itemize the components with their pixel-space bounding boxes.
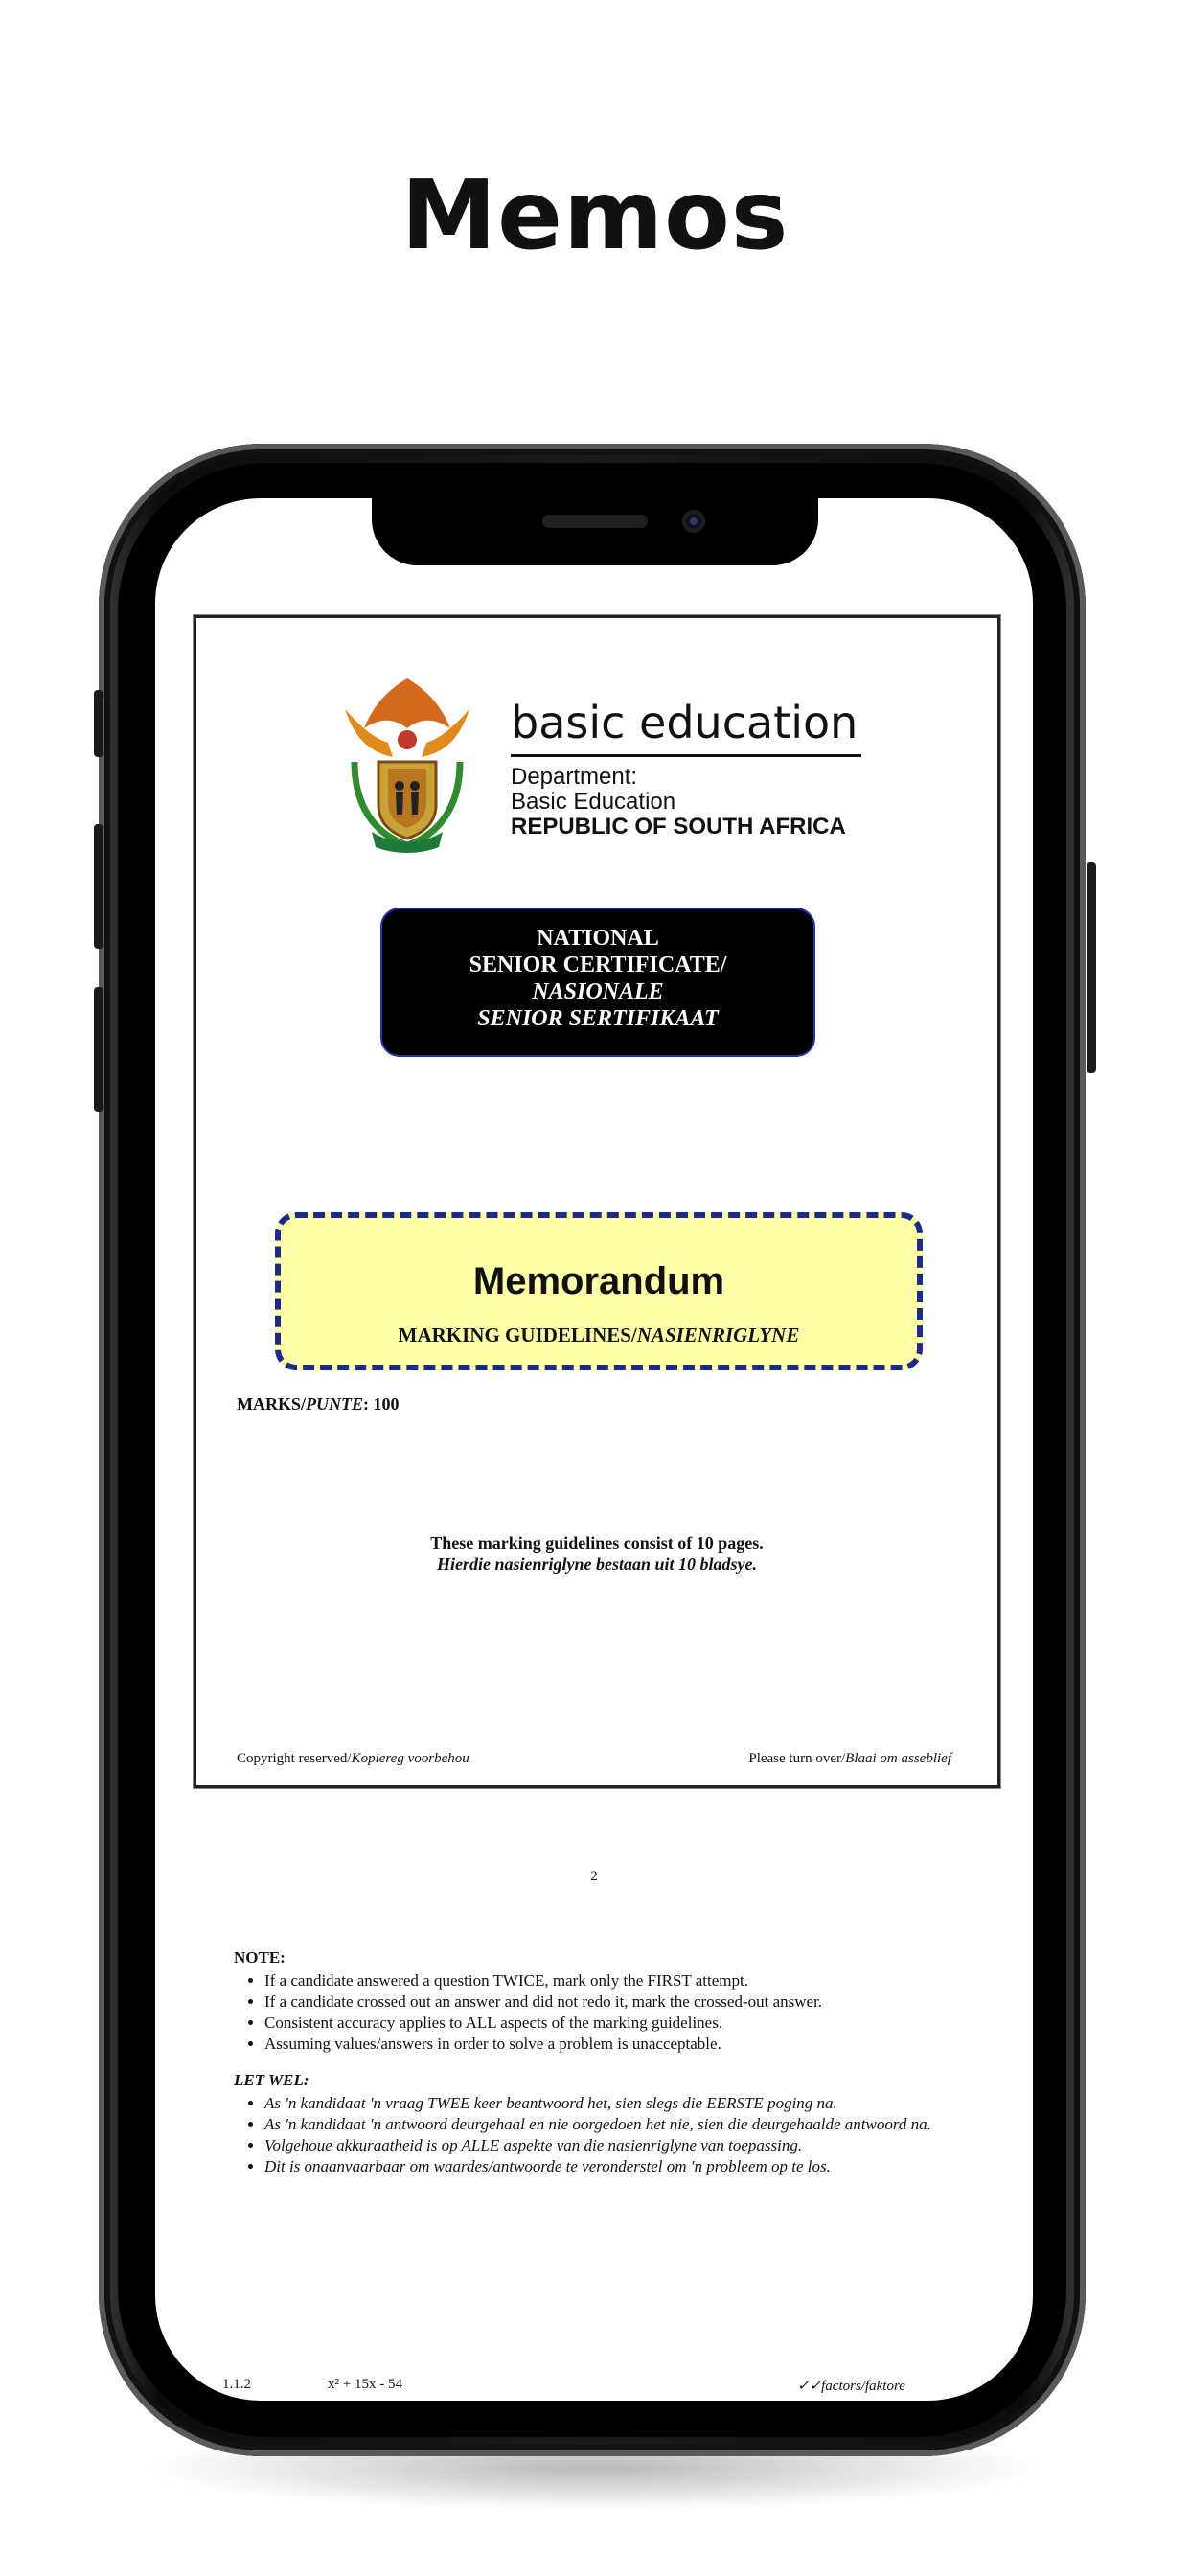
logo-title: basic education — [511, 697, 858, 748]
note-heading: NOTE: — [234, 1948, 286, 1966]
list-item: • Volgehoue akkuraatheid is op ALLE aspekte van die nasienriglyne van toepassing. — [264, 2135, 962, 2156]
letwel-heading: LET WEL: — [234, 2071, 309, 2089]
row-marks: ✓✓factors/faktore — [797, 2379, 905, 2394]
memorandum-box — [275, 1212, 923, 1370]
row-expression: x² + 15x - 54 — [328, 2377, 402, 2392]
notes-af-list — [234, 2093, 962, 2177]
page-number: 2 — [590, 1869, 598, 1884]
memorandum-subtitle-af: NASIENRIGLYNE — [636, 1323, 800, 1346]
mute-switch — [94, 690, 103, 757]
turn-over-en: Please turn over/ — [748, 1751, 846, 1766]
certificate-line-2: SENIOR CERTIFICATE/ — [469, 953, 727, 978]
marks-value: : 100 — [363, 1394, 400, 1414]
list-item: • As 'n kandidaat 'n antwoord deurgehaal en nie oorgedoen het nie, sien die deurgehaalde antwoord na. — [264, 2114, 962, 2135]
list-item: • If a candidate crossed out an answer and did not redo it, mark the crossed-out answer. — [264, 1991, 962, 2012]
certificate-line-1: NATIONAL — [537, 926, 659, 951]
certificate-box — [380, 908, 815, 1057]
certificate-line-4: SENIOR SERTIFIKAAT — [477, 1006, 719, 1031]
page-count-af: Hierdie nasienriglyne bestaan uit 10 bladsye. — [436, 1554, 757, 1574]
notes-en-list — [234, 1970, 962, 2055]
memorandum-title: Memorandum — [472, 1260, 725, 1302]
coat-of-arms-logo — [335, 671, 479, 853]
notes-section — [234, 1947, 962, 2177]
copyright-af: Kopiereg voorbehou — [351, 1751, 469, 1766]
copyright-en: Copyright reserved/ — [237, 1751, 352, 1766]
list-item: • As 'n kandidaat 'n vraag TWEE keer beantwoord het, sien slegs die EERSTE poging na. — [264, 2093, 962, 2114]
turn-over-footer — [748, 1751, 951, 1767]
list-item: • Dit is onaanvaarbaar om waardes/antwoorde te veronderstel om 'n probleem op te los. — [264, 2156, 962, 2177]
copyright-footer — [237, 1751, 469, 1767]
marks-label: MARKS/ — [237, 1394, 306, 1414]
phone-notch — [372, 498, 818, 565]
marks-line — [237, 1394, 400, 1414]
logo-underline — [511, 754, 861, 757]
marks-label-af: PUNTE — [306, 1394, 363, 1414]
page-headline: Memos — [400, 159, 790, 271]
list-item: • Consistent accuracy applies to ALL aspects of the marking guidelines. — [264, 2012, 962, 2034]
volume-up-button — [94, 824, 103, 949]
logo-basic-education: Basic Education — [511, 789, 676, 815]
list-item: • If a candidate answered a question TWICE, mark only the FIRST attempt. — [264, 1970, 962, 1991]
turn-over-af: Blaai om asseblief — [845, 1751, 951, 1766]
certificate-line-3: NASIONALE — [532, 979, 664, 1004]
earpiece-speaker — [542, 515, 648, 528]
volume-down-button — [94, 987, 103, 1112]
phone-screen[interactable] — [155, 498, 1033, 2401]
logo-department: Department: — [511, 764, 638, 790]
row-question-number: 1.1.2 — [222, 2377, 251, 2392]
list-item: • Assuming values/answers in order to solve a problem is unacceptable. — [264, 2034, 962, 2055]
page-count-note — [196, 1532, 997, 1575]
document-page-cover — [194, 615, 1000, 1788]
page-count-en: These marking guidelines consist of 10 pages. — [430, 1533, 764, 1552]
logo-republic: REPUBLIC OF SOUTH AFRICA — [511, 814, 846, 840]
power-button — [1087, 862, 1096, 1073]
memorandum-subtitle-en: MARKING GUIDELINES/ — [398, 1323, 637, 1346]
memorandum-subtitle — [281, 1323, 917, 1347]
front-camera — [682, 510, 705, 533]
